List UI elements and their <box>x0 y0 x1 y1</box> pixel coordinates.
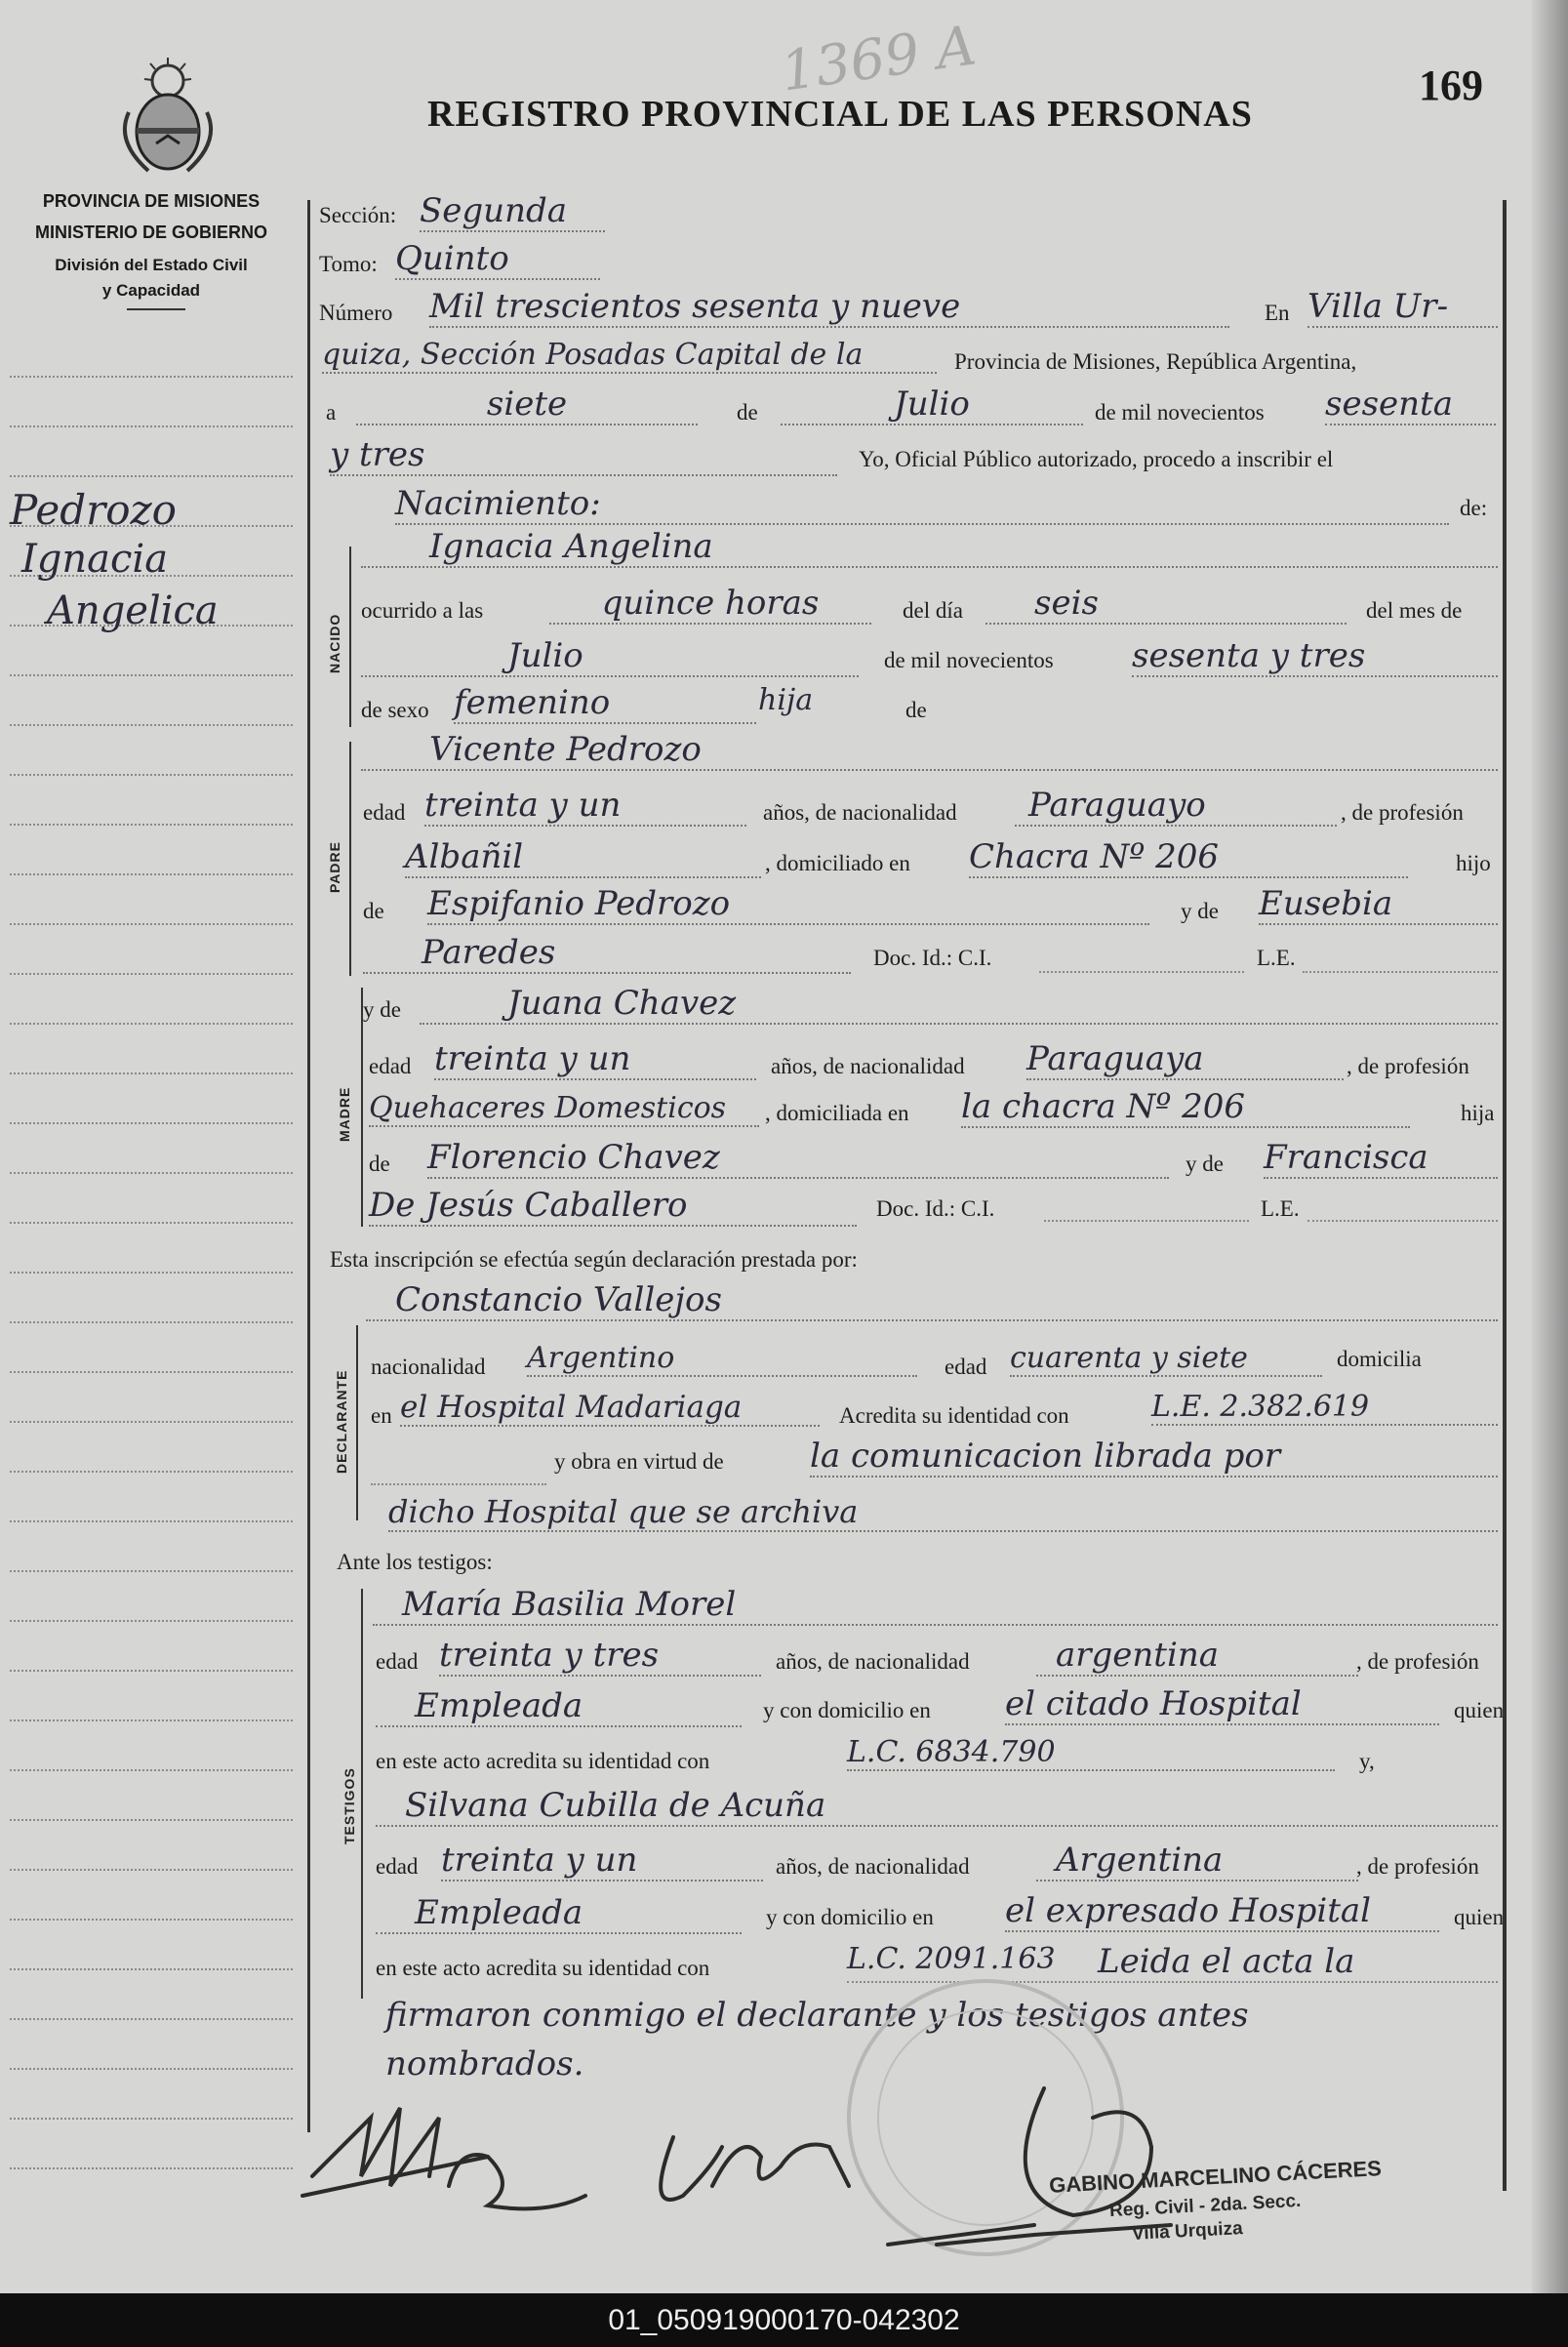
madre-de-label: de <box>369 1152 390 1176</box>
declarante-blank-line <box>371 1483 546 1485</box>
declarante-dom-label: domicilia <box>1337 1347 1422 1371</box>
margin-rule-line <box>10 1371 293 1373</box>
madre-prof-value: Quehaceres Domesticos <box>369 1091 759 1127</box>
a-label: a <box>326 400 337 425</box>
testigo2-dom-label: y con domicilio en <box>766 1905 934 1929</box>
testigo1-nac-value: argentina <box>1036 1636 1358 1677</box>
en-label: En <box>1265 301 1290 325</box>
declarante-edad-value: cuarenta y siete <box>1010 1341 1322 1377</box>
testigo2-nac-label: años, de nacionalidad <box>776 1854 970 1879</box>
margin-rule-line <box>10 1520 293 1522</box>
registrar-location: Villa Urquiza <box>1131 2218 1244 2245</box>
testigos-side-label: TESTIGOS <box>342 1767 357 1844</box>
madre-edad-value: treinta y un <box>434 1039 756 1080</box>
declarante-nac-value: Argentino <box>527 1341 917 1377</box>
anio-value: sesenta <box>1325 384 1496 425</box>
madre-dom-label: , domiciliada en <box>765 1101 909 1125</box>
madre-doc-label: Doc. Id.: C.I. <box>876 1196 995 1221</box>
ocurrido-label: ocurrido a las <box>361 598 484 623</box>
testigo2-dom-value: el expresado Hospital <box>1005 1891 1439 1932</box>
hija-value: hija <box>758 683 814 717</box>
de-colon-label: de: <box>1460 496 1488 520</box>
declarante-nombre: Constancio Vallejos <box>366 1280 1498 1321</box>
tomo-value: Quinto <box>395 239 600 280</box>
margin-rule-line <box>10 1321 293 1323</box>
margin-rule-line <box>10 1023 293 1025</box>
ante-testigos-label: Ante los testigos: <box>337 1550 493 1574</box>
padre-prof-value: Albañil <box>405 837 761 878</box>
nacido-de-label: de <box>905 698 927 722</box>
acredita-label: Acredita su identidad con <box>839 1403 1069 1428</box>
margin-rule-line <box>10 923 293 925</box>
obra-value: la comunicacion librada por <box>810 1437 1498 1477</box>
seccion-value: Segunda <box>420 191 605 232</box>
division-label: División del Estado Civil <box>55 256 248 274</box>
margin-rule-line <box>10 1919 293 1921</box>
capacity-underline <box>127 308 185 310</box>
padre-bracket <box>349 742 351 976</box>
testigo1-edad-label: edad <box>376 1649 419 1674</box>
margin-rule-line <box>10 2118 293 2120</box>
abuelo-paterno-value: Espifanio Pedrozo <box>427 884 1149 925</box>
madre-nombre: Juana Chavez <box>420 984 1498 1025</box>
padre-le-label: L.E. <box>1257 946 1296 970</box>
en-value: Villa Ur- <box>1307 287 1498 328</box>
anio-continuation: y tres <box>330 435 837 476</box>
margin-rule-line <box>10 2068 293 2070</box>
testigo2-nombre: Silvana Cubilla de Acuña <box>376 1786 1498 1827</box>
testigo1-prof-label: , de profesión <box>1356 1649 1479 1674</box>
seccion-label: Sección: <box>319 203 397 227</box>
declarante-en-label: en <box>371 1403 392 1428</box>
tomo-label: Tomo: <box>319 252 378 276</box>
margin-rule-line <box>10 1570 293 1572</box>
main-frame-right-line <box>1503 200 1507 2191</box>
padre-doc-label: Doc. Id.: C.I. <box>873 946 992 970</box>
declarante-side-label: DECLARANTE <box>334 1369 349 1474</box>
margin-rule-line <box>10 1471 293 1473</box>
margin-rule-line <box>10 1670 293 1672</box>
file-id: 01_050919000170-042302 <box>608 2304 960 2336</box>
declarante-edad-label: edad <box>945 1355 987 1379</box>
abuela-materna-cont: De Jesús Caballero <box>369 1186 857 1227</box>
del-dia-label: del día <box>903 598 963 623</box>
page-number: 169 <box>1419 61 1483 109</box>
testigo2-acredita-label: en este acto acredita su identidad con <box>376 1956 710 1980</box>
testigo2-edad-value: treinta y un <box>441 1841 763 1882</box>
margin-rule-line <box>10 1122 293 1124</box>
abuela-paterna-cont: Paredes <box>363 933 851 974</box>
madre-prof-label: , de profesión <box>1347 1054 1469 1078</box>
padre-prof-label: , de profesión <box>1341 800 1464 825</box>
abuelo-materno-value: Florencio Chavez <box>427 1138 1169 1179</box>
margin-rule-line <box>10 1421 293 1423</box>
madre-le-label: L.E. <box>1261 1196 1300 1221</box>
nacido-mil-label: de mil novecientos <box>884 648 1054 672</box>
nacido-nombre: Ignacia Angelina <box>361 527 1498 568</box>
dia-value: siete <box>356 384 698 425</box>
margin-rule-line <box>10 1222 293 1224</box>
padre-edad-value: treinta y un <box>424 786 746 827</box>
margin-rule-line <box>10 674 293 676</box>
padre-nac-value: Paraguayo <box>1015 786 1337 827</box>
madre-le-line <box>1307 1220 1498 1222</box>
closing-line-2: firmaron conmigo el declarante y los testigos antes <box>385 1996 1249 2035</box>
obra-continuation: dicho Hospital que se archiva <box>388 1493 1498 1532</box>
padre-nombre: Vicente Pedrozo <box>361 730 1498 771</box>
provincia-label: Provincia de Misiones, República Argentina, <box>954 349 1357 374</box>
file-id-bar <box>0 2293 1568 2347</box>
margin-rule-line <box>10 1620 293 1622</box>
testigo1-quien-label: quien <box>1454 1698 1505 1722</box>
nacido-side-label: NACIDO <box>327 613 342 673</box>
nacido-bracket <box>349 546 351 727</box>
obra-label: y obra en virtud de <box>554 1449 724 1474</box>
margin-rule-line <box>10 2018 293 2020</box>
margin-rule-line <box>10 1968 293 1970</box>
margin-name-1: Ignacia <box>21 537 169 582</box>
acredita-value: L.E. 2.382.619 <box>1151 1390 1498 1426</box>
testigo1-edad-value: treinta y tres <box>439 1636 761 1677</box>
testigo1-acredita-label: en este acto acredita su identidad con <box>376 1749 710 1773</box>
abuela-materna-value: Francisca <box>1264 1138 1498 1179</box>
province-label: PROVINCIA DE MISIONES <box>42 191 261 211</box>
padre-dom-label: , domiciliado en <box>765 851 910 875</box>
margin-rule-line <box>10 425 293 427</box>
numero-label: Número <box>319 301 393 325</box>
mes-value: Julio <box>781 384 1083 425</box>
margin-rule-line <box>10 1720 293 1721</box>
testigo1-doc-value: L.C. 6834.790 <box>847 1735 1335 1771</box>
sexo-value: femenino <box>454 683 756 724</box>
madre-yde2-label: y de <box>1186 1152 1224 1176</box>
page-edge-shadow <box>1532 0 1568 2293</box>
margin-rule-line <box>10 1869 293 1871</box>
declarante-nac-label: nacionalidad <box>371 1355 486 1379</box>
declarante-en-value: el Hospital Madariaga <box>400 1390 820 1427</box>
oficial-statement: Yo, Oficial Público autorizado, procedo a inscribir el <box>859 447 1334 471</box>
nacido-anio-value: sesenta y tres <box>1132 636 1498 677</box>
document-title: REGISTRO PROVINCIAL DE LAS PERSONAS <box>427 94 1253 135</box>
madre-dom-value: la chacra Nº 206 <box>961 1087 1410 1128</box>
testigo1-dom-label: y con domicilio en <box>763 1698 931 1722</box>
padre-yde-label: y de <box>1181 899 1219 923</box>
margin-rule-line <box>10 824 293 826</box>
testigo1-nac-label: años, de nacionalidad <box>776 1649 970 1674</box>
padre-de-label: de <box>363 899 384 923</box>
closing-line-1: Leida el acta la <box>1098 1942 1355 1981</box>
madre-bracket <box>361 988 363 1227</box>
testigo2-prof-value: Empleada <box>376 1893 742 1934</box>
testigo1-nombre: María Basilia Morel <box>373 1585 1498 1626</box>
testigo2-nac-value: Argentina <box>1036 1841 1358 1882</box>
padre-edad-label: edad <box>363 800 406 825</box>
testigo2-edad-label: edad <box>376 1854 419 1879</box>
del-mes-label: del mes de <box>1366 598 1463 623</box>
madre-edad-label: edad <box>369 1054 412 1078</box>
registrar-name: GABINO MARCELINO CÁCERES <box>1048 2156 1383 2198</box>
margin-rule-line <box>10 873 293 875</box>
madre-side-label: MADRE <box>337 1086 352 1142</box>
hora-value: quince horas <box>549 584 871 625</box>
main-frame-left-line <box>307 200 310 2132</box>
madre-nac-value: Paraguaya <box>1026 1039 1344 1080</box>
margin-rule-line <box>10 2167 293 2169</box>
margin-rule-line <box>10 1769 293 1771</box>
margin-name-2: Angelica <box>47 588 219 633</box>
hijo-label: hijo <box>1456 851 1491 875</box>
numero-value: Mil trescientos sesenta y nueve <box>429 287 1229 328</box>
margin-rule-line <box>10 376 293 378</box>
pencil-note: 1369 A <box>777 14 981 104</box>
padre-doc-line <box>1039 971 1244 973</box>
declaracion-label: Esta inscripción se efectúa según declaración prestada por: <box>330 1247 858 1272</box>
signatures <box>293 2040 1434 2264</box>
madre-yde-label: y de <box>363 997 401 1022</box>
madre-doc-line <box>1044 1220 1249 1222</box>
abuela-paterna-value: Eusebia <box>1259 884 1498 925</box>
mil-label: de mil novecientos <box>1095 400 1265 425</box>
testigo2-doc-value: L.C. 2091.163 <box>847 1942 1056 1976</box>
margin-rule-line <box>10 724 293 726</box>
margin-rule-line <box>10 1172 293 1174</box>
margin-surname: Pedrozo <box>10 486 177 534</box>
padre-dom-value: Chacra Nº 206 <box>969 837 1408 878</box>
testigo1-dom-value: el citado Hospital <box>1005 1684 1439 1725</box>
nacido-mes-value: Julio <box>361 636 859 677</box>
registrar-office: Reg. Civil - 2da. Secc. <box>1108 2190 1302 2222</box>
padre-le-line <box>1303 971 1498 973</box>
margin-rule-line <box>10 1819 293 1821</box>
margin-rule-line <box>10 973 293 975</box>
testigo2-quien-label: quien <box>1454 1905 1505 1929</box>
testigo-y-label: y, <box>1359 1749 1375 1773</box>
place-continuation: quiza, Sección Posadas Capital de la <box>322 338 937 374</box>
margin-rule-line <box>10 1072 293 1074</box>
testigo2-prof-label: , de profesión <box>1356 1854 1479 1879</box>
nacido-dia-value: seis <box>985 584 1347 625</box>
margin-rule-line <box>10 774 293 776</box>
testigos-bracket <box>361 1589 363 1999</box>
declarante-bracket <box>356 1325 358 1520</box>
coat-of-arms-icon <box>109 54 226 181</box>
closing-line-3: nombrados. <box>385 2044 584 2084</box>
acto-value: Nacimiento: <box>395 484 1449 525</box>
capacity-label: y Capacidad <box>101 281 201 300</box>
padre-nac-label: años, de nacionalidad <box>763 800 957 825</box>
de-label: de <box>737 400 758 425</box>
margin-rule-line <box>10 475 293 477</box>
padre-side-label: PADRE <box>327 841 342 893</box>
madre-hija-label: hija <box>1461 1101 1495 1125</box>
madre-nac-label: años, de nacionalidad <box>771 1054 965 1078</box>
margin-rule-line <box>10 1272 293 1274</box>
sexo-label: de sexo <box>361 698 429 722</box>
testigo1-prof-value: Empleada <box>376 1686 742 1727</box>
ministry-label: MINISTERIO DE GOBIERNO <box>34 223 268 242</box>
